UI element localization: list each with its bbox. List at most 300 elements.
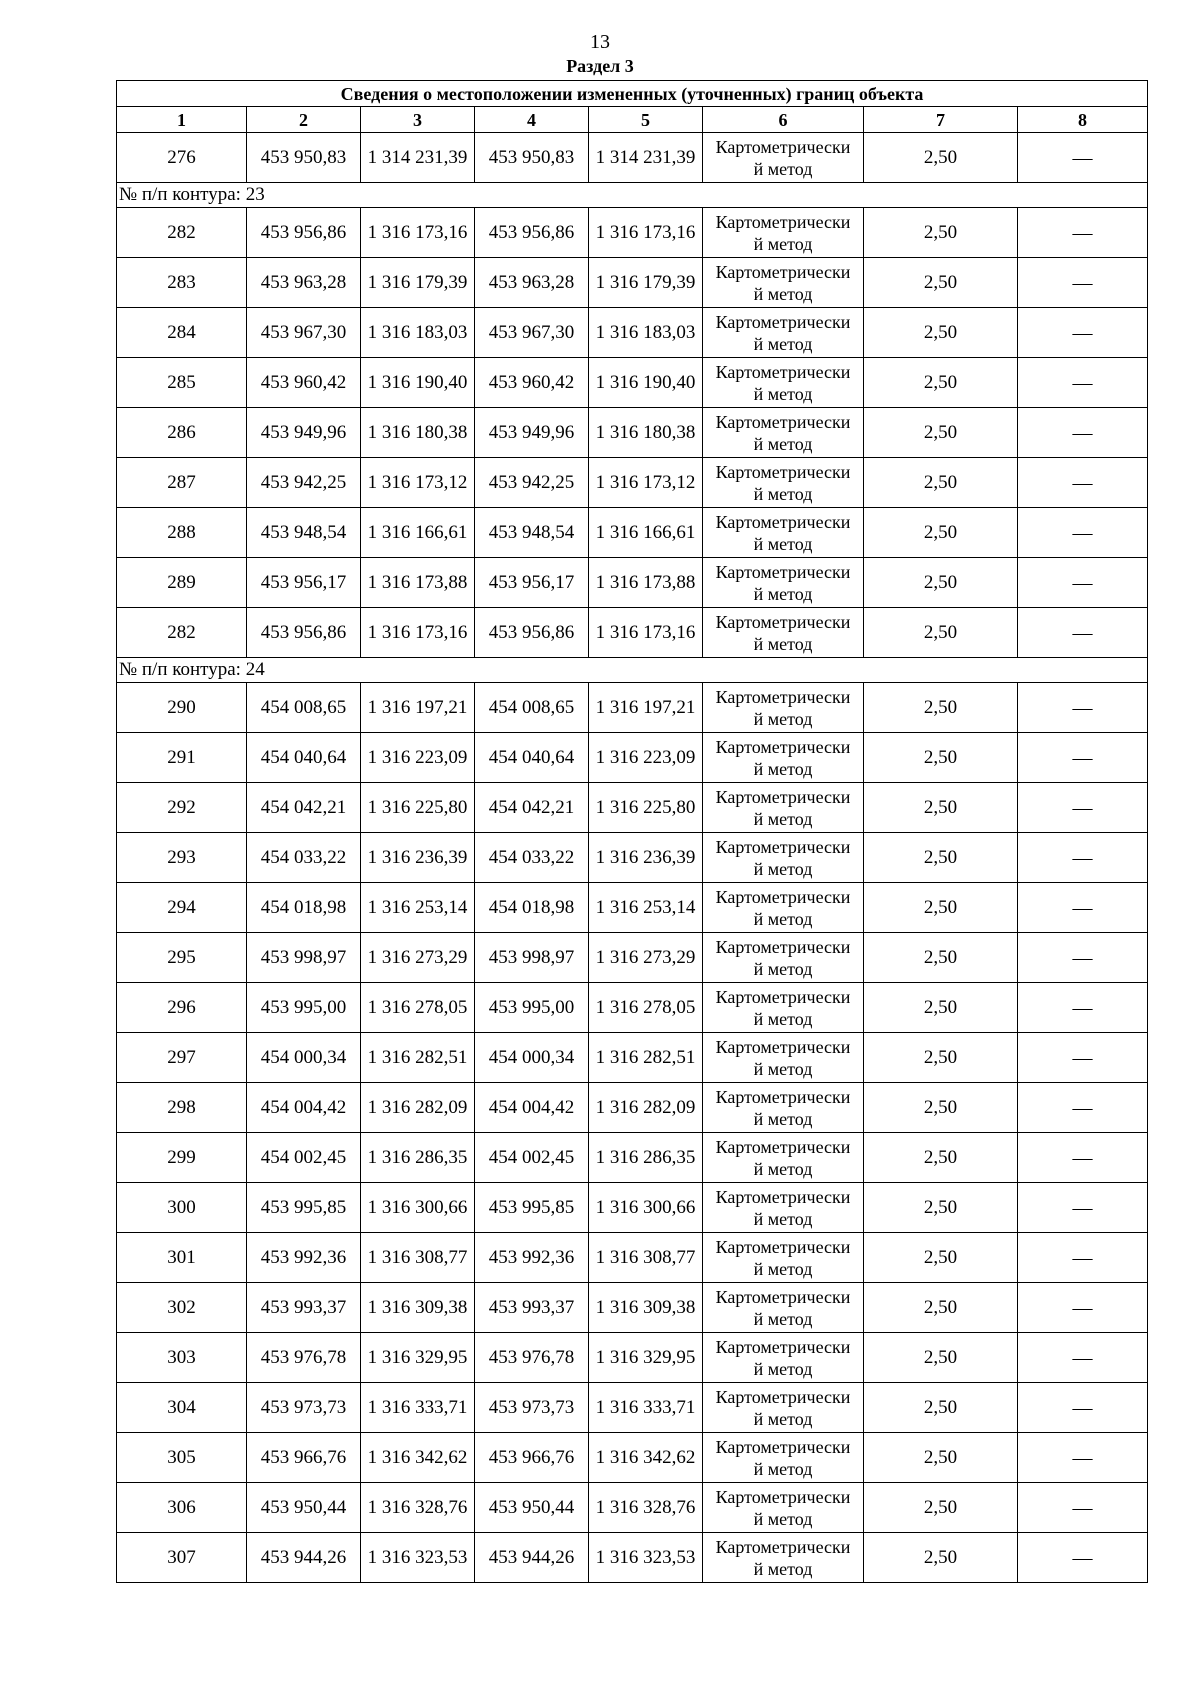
y-coordinate: 1 316 286,35 (361, 1133, 475, 1183)
y-coordinate: 1 316 253,14 (361, 883, 475, 933)
y-coordinate-new: 1 316 173,12 (589, 458, 703, 508)
description: — (1018, 558, 1148, 608)
method-text: Картометрически (715, 886, 851, 907)
method-cell (703, 1333, 864, 1383)
y-coordinate: 1 316 236,39 (361, 833, 475, 883)
table-row (117, 683, 1148, 733)
method-text: Картометрически (715, 311, 851, 332)
y-coordinate: 1 316 190,40 (361, 358, 475, 408)
description: — (1018, 408, 1148, 458)
method-cell (703, 733, 864, 783)
method-cell (703, 1183, 864, 1233)
method-text: й метод (753, 383, 813, 404)
point-number: 284 (117, 308, 247, 358)
x-coordinate: 453 956,86 (247, 608, 361, 658)
method-text: й метод (753, 158, 813, 179)
x-coordinate: 453 956,86 (247, 208, 361, 258)
y-coordinate: 1 316 223,09 (361, 733, 475, 783)
method-text: Картометрически (715, 136, 851, 157)
accuracy: 2,50 (864, 1333, 1018, 1383)
description: — (1018, 508, 1148, 558)
contour-label: № п/п контура: 24 (117, 658, 1148, 683)
description: — (1018, 1333, 1148, 1383)
x-coordinate: 453 995,85 (247, 1183, 361, 1233)
y-coordinate: 1 316 173,16 (361, 608, 475, 658)
method-cell (703, 833, 864, 883)
x-coordinate-new: 453 995,85 (475, 1183, 589, 1233)
table-row (117, 833, 1148, 883)
method-cell (703, 308, 864, 358)
method-cell (703, 358, 864, 408)
x-coordinate: 454 004,42 (247, 1083, 361, 1133)
accuracy: 2,50 (864, 1083, 1018, 1133)
y-coordinate-new: 1 316 300,66 (589, 1183, 703, 1233)
accuracy: 2,50 (864, 208, 1018, 258)
point-number: 301 (117, 1233, 247, 1283)
y-coordinate-new: 1 316 197,21 (589, 683, 703, 733)
accuracy: 2,50 (864, 608, 1018, 658)
point-number: 306 (117, 1483, 247, 1533)
table-row (117, 558, 1148, 608)
y-coordinate-new: 1 316 173,16 (589, 208, 703, 258)
description: — (1018, 733, 1148, 783)
method-text: Картометрически (715, 1286, 851, 1307)
method-text: й метод (753, 633, 813, 654)
method-text: Картометрически (715, 1386, 851, 1407)
table-row (117, 1183, 1148, 1233)
point-number: 276 (117, 133, 247, 183)
x-coordinate: 453 967,30 (247, 308, 361, 358)
y-coordinate-new: 1 316 282,51 (589, 1033, 703, 1083)
description: — (1018, 133, 1148, 183)
table-row (117, 1433, 1148, 1483)
y-coordinate: 1 316 179,39 (361, 258, 475, 308)
y-coordinate-new: 1 316 173,88 (589, 558, 703, 608)
column-number: 7 (864, 107, 1018, 133)
y-coordinate: 1 316 183,03 (361, 308, 475, 358)
point-number: 289 (117, 558, 247, 608)
method-text: й метод (753, 1258, 813, 1279)
x-coordinate: 453 948,54 (247, 508, 361, 558)
method-text: Картометрически (715, 411, 851, 432)
method-cell (703, 558, 864, 608)
description: — (1018, 883, 1148, 933)
accuracy: 2,50 (864, 933, 1018, 983)
x-coordinate: 453 995,00 (247, 983, 361, 1033)
table-row (117, 1283, 1148, 1333)
method-text: й метод (753, 958, 813, 979)
x-coordinate-new: 453 949,96 (475, 408, 589, 458)
point-number: 303 (117, 1333, 247, 1383)
table-row (117, 608, 1148, 658)
coordinates-table (116, 80, 1148, 1583)
x-coordinate-new: 454 002,45 (475, 1133, 589, 1183)
contour-label: № п/п контура: 23 (117, 183, 1148, 208)
method-text: Картометрически (715, 1486, 851, 1507)
accuracy: 2,50 (864, 308, 1018, 358)
method-text: Картометрически (715, 1536, 851, 1557)
x-coordinate: 454 042,21 (247, 783, 361, 833)
description: — (1018, 1483, 1148, 1533)
x-coordinate: 453 956,17 (247, 558, 361, 608)
x-coordinate-new: 454 000,34 (475, 1033, 589, 1083)
table-row (117, 1083, 1148, 1133)
accuracy: 2,50 (864, 1033, 1018, 1083)
accuracy: 2,50 (864, 683, 1018, 733)
method-text: Картометрически (715, 1136, 851, 1157)
x-coordinate-new: 454 042,21 (475, 783, 589, 833)
x-coordinate: 453 963,28 (247, 258, 361, 308)
x-coordinate-new: 453 973,73 (475, 1383, 589, 1433)
y-coordinate: 1 316 329,95 (361, 1333, 475, 1383)
method-text: й метод (753, 1108, 813, 1129)
x-coordinate: 454 008,65 (247, 683, 361, 733)
y-coordinate-new: 1 316 190,40 (589, 358, 703, 408)
accuracy: 2,50 (864, 833, 1018, 883)
y-coordinate-new: 1 316 225,80 (589, 783, 703, 833)
point-number: 282 (117, 608, 247, 658)
description: — (1018, 683, 1148, 733)
point-number: 305 (117, 1433, 247, 1483)
method-cell (703, 1083, 864, 1133)
table-row (117, 783, 1148, 833)
column-number: 4 (475, 107, 589, 133)
y-coordinate-new: 1 316 328,76 (589, 1483, 703, 1533)
method-text: Картометрически (715, 561, 851, 582)
method-text: й метод (753, 483, 813, 504)
y-coordinate: 1 316 309,38 (361, 1283, 475, 1333)
method-text: Картометрически (715, 1036, 851, 1057)
y-coordinate: 1 316 173,12 (361, 458, 475, 508)
method-text: й метод (753, 433, 813, 454)
x-coordinate-new: 453 960,42 (475, 358, 589, 408)
x-coordinate: 453 998,97 (247, 933, 361, 983)
accuracy: 2,50 (864, 1183, 1018, 1233)
x-coordinate-new: 453 966,76 (475, 1433, 589, 1483)
description: — (1018, 983, 1148, 1033)
x-coordinate-new: 454 040,64 (475, 733, 589, 783)
method-cell (703, 1233, 864, 1283)
x-coordinate-new: 453 956,86 (475, 208, 589, 258)
y-coordinate-new: 1 316 173,16 (589, 608, 703, 658)
method-cell (703, 1533, 864, 1583)
method-text: й метод (753, 1058, 813, 1079)
description: — (1018, 1133, 1148, 1183)
x-coordinate-new: 453 948,54 (475, 508, 589, 558)
x-coordinate-new: 453 942,25 (475, 458, 589, 508)
x-coordinate-new: 453 976,78 (475, 1333, 589, 1383)
description: — (1018, 833, 1148, 883)
table-row (117, 733, 1148, 783)
y-coordinate-new: 1 316 273,29 (589, 933, 703, 983)
point-number: 292 (117, 783, 247, 833)
y-coordinate: 1 316 180,38 (361, 408, 475, 458)
method-text: Картометрически (715, 211, 851, 232)
x-coordinate: 453 950,83 (247, 133, 361, 183)
y-coordinate: 1 316 282,09 (361, 1083, 475, 1133)
table-caption: Сведения о местоположении измененных (уточненных) границ объекта (117, 81, 1148, 107)
table-row (117, 983, 1148, 1033)
method-cell (703, 258, 864, 308)
contour-row (117, 658, 1148, 683)
method-text: й метод (753, 1158, 813, 1179)
column-number-row (117, 107, 1148, 133)
method-text: й метод (753, 1358, 813, 1379)
method-text: й метод (753, 1308, 813, 1329)
method-cell (703, 508, 864, 558)
accuracy: 2,50 (864, 133, 1018, 183)
table-row (117, 1483, 1148, 1533)
y-coordinate: 1 316 173,16 (361, 208, 475, 258)
y-coordinate: 1 316 197,21 (361, 683, 475, 733)
point-number: 295 (117, 933, 247, 983)
description: — (1018, 1433, 1148, 1483)
method-text: Картометрически (715, 1336, 851, 1357)
table-row (117, 1383, 1148, 1433)
y-coordinate: 1 316 300,66 (361, 1183, 475, 1233)
accuracy: 2,50 (864, 508, 1018, 558)
method-text: й метод (753, 1508, 813, 1529)
description: — (1018, 1183, 1148, 1233)
point-number: 288 (117, 508, 247, 558)
description: — (1018, 208, 1148, 258)
y-coordinate: 1 316 342,62 (361, 1433, 475, 1483)
table-body (117, 133, 1148, 1583)
y-coordinate-new: 1 316 286,35 (589, 1133, 703, 1183)
description: — (1018, 608, 1148, 658)
point-number: 304 (117, 1383, 247, 1433)
method-text: Картометрически (715, 1236, 851, 1257)
y-coordinate-new: 1 316 179,39 (589, 258, 703, 308)
description: — (1018, 1383, 1148, 1433)
y-coordinate-new: 1 316 323,53 (589, 1533, 703, 1583)
x-coordinate: 454 018,98 (247, 883, 361, 933)
method-text: Картометрически (715, 836, 851, 857)
y-coordinate: 1 316 323,53 (361, 1533, 475, 1583)
point-number: 285 (117, 358, 247, 408)
y-coordinate: 1 316 225,80 (361, 783, 475, 833)
table-row (117, 1033, 1148, 1083)
y-coordinate-new: 1 316 180,38 (589, 408, 703, 458)
point-number: 299 (117, 1133, 247, 1183)
accuracy: 2,50 (864, 783, 1018, 833)
accuracy: 2,50 (864, 558, 1018, 608)
method-cell (703, 983, 864, 1033)
table-row (117, 358, 1148, 408)
column-number: 2 (247, 107, 361, 133)
point-number: 283 (117, 258, 247, 308)
point-number: 302 (117, 1283, 247, 1333)
x-coordinate: 453 993,37 (247, 1283, 361, 1333)
x-coordinate: 453 973,73 (247, 1383, 361, 1433)
x-coordinate-new: 453 950,44 (475, 1483, 589, 1533)
point-number: 300 (117, 1183, 247, 1233)
method-cell (703, 1383, 864, 1433)
y-coordinate-new: 1 316 309,38 (589, 1283, 703, 1333)
accuracy: 2,50 (864, 458, 1018, 508)
column-number: 3 (361, 107, 475, 133)
accuracy: 2,50 (864, 408, 1018, 458)
method-text: й метод (753, 1208, 813, 1229)
point-number: 296 (117, 983, 247, 1033)
table-row (117, 1333, 1148, 1383)
accuracy: 2,50 (864, 1433, 1018, 1483)
method-text: й метод (753, 583, 813, 604)
accuracy: 2,50 (864, 1283, 1018, 1333)
section-title: Раздел 3 (566, 56, 634, 76)
y-coordinate-new: 1 316 166,61 (589, 508, 703, 558)
method-cell (703, 683, 864, 733)
description: — (1018, 358, 1148, 408)
x-coordinate-new: 454 008,65 (475, 683, 589, 733)
x-coordinate-new: 453 995,00 (475, 983, 589, 1033)
accuracy: 2,50 (864, 1533, 1018, 1583)
y-coordinate-new: 1 316 282,09 (589, 1083, 703, 1133)
table-row (117, 1133, 1148, 1183)
description: — (1018, 1033, 1148, 1083)
method-text: Картометрически (715, 986, 851, 1007)
method-text: Картометрически (715, 736, 851, 757)
table-row (117, 1533, 1148, 1583)
x-coordinate-new: 453 967,30 (475, 308, 589, 358)
table-row (117, 883, 1148, 933)
description: — (1018, 933, 1148, 983)
method-text: Картометрически (715, 786, 851, 807)
column-number: 6 (703, 107, 864, 133)
point-number: 282 (117, 208, 247, 258)
method-cell (703, 133, 864, 183)
x-coordinate: 454 000,34 (247, 1033, 361, 1083)
x-coordinate: 453 950,44 (247, 1483, 361, 1533)
accuracy: 2,50 (864, 358, 1018, 408)
y-coordinate: 1 316 278,05 (361, 983, 475, 1033)
table-row (117, 408, 1148, 458)
description: — (1018, 1233, 1148, 1283)
x-coordinate-new: 453 998,97 (475, 933, 589, 983)
method-text: Картометрически (715, 611, 851, 632)
x-coordinate: 453 942,25 (247, 458, 361, 508)
x-coordinate: 454 040,64 (247, 733, 361, 783)
table-row (117, 308, 1148, 358)
method-text: й метод (753, 1408, 813, 1429)
accuracy: 2,50 (864, 883, 1018, 933)
table-row (117, 508, 1148, 558)
method-text: й метод (753, 233, 813, 254)
point-number: 294 (117, 883, 247, 933)
method-text: й метод (753, 1558, 813, 1579)
y-coordinate: 1 316 173,88 (361, 558, 475, 608)
accuracy: 2,50 (864, 1383, 1018, 1433)
point-number: 293 (117, 833, 247, 883)
x-coordinate-new: 454 033,22 (475, 833, 589, 883)
y-coordinate-new: 1 316 333,71 (589, 1383, 703, 1433)
description: — (1018, 1533, 1148, 1583)
method-text: Картометрически (715, 461, 851, 482)
method-cell (703, 1033, 864, 1083)
method-cell (703, 1433, 864, 1483)
x-coordinate-new: 454 018,98 (475, 883, 589, 933)
y-coordinate-new: 1 316 183,03 (589, 308, 703, 358)
method-text: й метод (753, 283, 813, 304)
method-text: Картометрически (715, 1186, 851, 1207)
y-coordinate-new: 1 316 223,09 (589, 733, 703, 783)
y-coordinate-new: 1 314 231,39 (589, 133, 703, 183)
point-number: 298 (117, 1083, 247, 1133)
accuracy: 2,50 (864, 258, 1018, 308)
description: — (1018, 1083, 1148, 1133)
description: — (1018, 1283, 1148, 1333)
x-coordinate-new: 453 956,17 (475, 558, 589, 608)
method-text: й метод (753, 858, 813, 879)
table-row (117, 933, 1148, 983)
description: — (1018, 258, 1148, 308)
method-text: й метод (753, 808, 813, 829)
x-coordinate-new: 453 993,37 (475, 1283, 589, 1333)
method-cell (703, 1483, 864, 1533)
y-coordinate: 1 316 282,51 (361, 1033, 475, 1083)
method-cell (703, 783, 864, 833)
method-cell (703, 208, 864, 258)
method-text: Картометрически (715, 511, 851, 532)
method-cell (703, 883, 864, 933)
y-coordinate-new: 1 316 329,95 (589, 1333, 703, 1383)
y-coordinate: 1 316 166,61 (361, 508, 475, 558)
table-row (117, 458, 1148, 508)
method-cell (703, 1283, 864, 1333)
y-coordinate-new: 1 316 253,14 (589, 883, 703, 933)
method-cell (703, 408, 864, 458)
method-text: Картометрически (715, 261, 851, 282)
y-coordinate: 1 316 333,71 (361, 1383, 475, 1433)
x-coordinate: 453 960,42 (247, 358, 361, 408)
y-coordinate-new: 1 316 308,77 (589, 1233, 703, 1283)
x-coordinate-new: 453 992,36 (475, 1233, 589, 1283)
point-number: 291 (117, 733, 247, 783)
y-coordinate-new: 1 316 342,62 (589, 1433, 703, 1483)
contour-row (117, 183, 1148, 208)
x-coordinate-new: 454 004,42 (475, 1083, 589, 1133)
column-number: 8 (1018, 107, 1148, 133)
accuracy: 2,50 (864, 1233, 1018, 1283)
accuracy: 2,50 (864, 1133, 1018, 1183)
description: — (1018, 308, 1148, 358)
y-coordinate: 1 316 308,77 (361, 1233, 475, 1283)
method-text: Картометрически (715, 1436, 851, 1457)
table-row (117, 133, 1148, 183)
method-cell (703, 608, 864, 658)
method-cell (703, 458, 864, 508)
x-coordinate-new: 453 963,28 (475, 258, 589, 308)
y-coordinate-new: 1 316 278,05 (589, 983, 703, 1033)
method-text: Картометрически (715, 361, 851, 382)
method-text: й метод (753, 1008, 813, 1029)
column-number: 1 (117, 107, 247, 133)
method-text: й метод (753, 1458, 813, 1479)
point-number: 287 (117, 458, 247, 508)
x-coordinate: 453 966,76 (247, 1433, 361, 1483)
description: — (1018, 783, 1148, 833)
point-number: 286 (117, 408, 247, 458)
page-number: 13 (590, 31, 610, 53)
description: — (1018, 458, 1148, 508)
accuracy: 2,50 (864, 983, 1018, 1033)
x-coordinate-new: 453 950,83 (475, 133, 589, 183)
method-text: Картометрически (715, 936, 851, 957)
method-text: Картометрически (715, 686, 851, 707)
point-number: 297 (117, 1033, 247, 1083)
method-text: й метод (753, 708, 813, 729)
x-coordinate-new: 453 956,86 (475, 608, 589, 658)
